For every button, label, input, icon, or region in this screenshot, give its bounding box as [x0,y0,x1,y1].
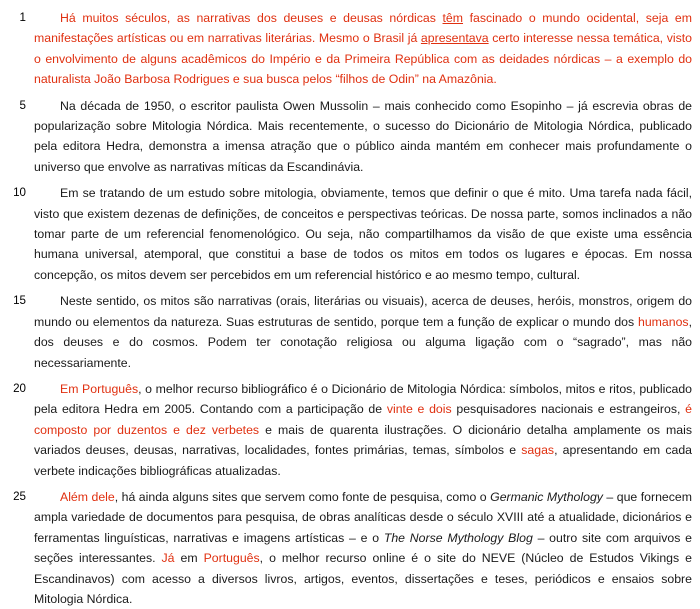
text-run-highlight: humanos [637,314,689,329]
text-run-highlight: Em Português [60,381,139,396]
text-run: , o melhor recurso online é o site do NEVE (Núcleo de Estudos Vikings e Escandinavos) com acesso a diversos livros, artigos, eventos, dissertações e teses, periódicos e ensaios sobre Mitologia Nórdica. [34,551,692,606]
line-number-20: 20 [13,381,26,395]
paragraph-3 [6,183,694,285]
text-run-highlight: sagas [521,443,555,458]
text-run: , apresentando em cada verbete indicações bibliográficas atualizadas. [34,443,693,478]
text-run: Neste sentido, os mitos são narrativas (orais, literárias ou visuais), acerca de deuses, heróis, monstros, origem do mundo ou elementos da natureza. Suas estruturas de sentido, porque tem a função de explicar o mundo dos [34,294,692,329]
text-run: fascinado o mundo ocidental, seja em manifestações artísticas ou em narrativas literárias. Mesmo o Brasil já [34,11,692,46]
text-run: certo interesse nessa temática, visto o envolvimento de alguns acadêmicos do Império e da Primeira República com as deidades nórdicas – a exemplo do naturalista João Barbosa Rodrigues e sua busca pelos “filhos de Odin” na Amazônia. [34,31,692,87]
line-number-1: 1 [19,11,26,24]
text-run-underlined: têm [442,11,464,25]
line-number-10: 10 [13,186,26,200]
text-run: Há muitos séculos, as narrativas dos deuses e deusas nórdicas [60,11,443,25]
text-run: em [174,551,204,566]
text-run-italic: Germanic Mythology [490,489,603,504]
text-run: Em se tratando de um estudo sobre mitologia, obviamente, temos que definir o que é mito. Uma tarefa nada fácil, visto que existem dezenas de definições, de conceitos e perspectivas teóricas. De nossa parte, somos inclinados a não tomar parte de um referencial fenomenológico. Ou seja, não compartilhamos da visão de que existe uma essência humana universal, atemporal, que constitui a base de todos os mitos em todos os lugares e épocas. Em nossa concepção, os mitos devem ser percebidos em um referencial histórico e ao mesmo tempo, cultural. [34,186,692,282]
paragraph-2 [6,96,694,178]
line-number-5: 5 [19,98,26,112]
paragraph-4 [6,291,694,373]
text-run: , há ainda alguns sites que servem como fonte de pesquisa, como o [114,489,491,504]
paragraph-6 [6,487,694,609]
text-run: e mais de quarenta ilustrações. O dicionário detalha amplamente os mais variados deuses, deusas, narrativas, localidades, fontes primárias, temas, símbolos e [34,422,692,458]
text-run-highlight: Já [161,551,175,566]
text-run: , dos deuses e do cosmos. Podem ter conotação religiosa ou alguma ligação com o “sagrado”, mas não necessariamente. [34,314,692,370]
text-run: pesquisadores nacionais e estrangeiros, [451,402,686,417]
text-run: – que fornecem ampla variedade de documentos para pesquisa, de obras analíticas desde o século XVIII até a atualidade, dicionários e ferramentas linguísticas, narrativas e imagens artísticas – e o [34,489,692,545]
text-run-highlight: vinte e dois [386,402,452,417]
text-run-italic: The Norse Mythology Blog [383,530,533,545]
text-run: , o melhor recurso bibliográfico é o Dicionário de Mitologia Nórdica: símbolos, mitos e ritos, publicado pela editora Hedra em 2005. Contando com a participação de [34,381,692,417]
text-run: – outro site com arquivos e seções interessantes. [34,530,692,566]
text-run: Na década de 1950, o escritor paulista Owen Mussolin – mais conhecido como Esopinho – já escrevia obras de popularização sobre Mitologia Nórdica. Mais recentemente, o sucesso do Dicionário de Mitologia Nórdica, publicado pela editora Hedra, demonstra a imensa atração que o público ainda mantém em conhecer mais profundamente o universo que envolve as narrativas míticas da Escandinávia. [34,98,692,174]
text-run-highlight: Português [203,551,260,566]
paragraph-1 [6,8,694,90]
line-number-15: 15 [13,294,26,308]
text-run-highlight: Além dele [60,489,115,504]
text-run-highlight: é composto por duzentos e dez verbetes [34,402,692,437]
text-run-underlined: apresentava [420,31,489,46]
paragraph-5 [6,379,694,481]
line-number-25: 25 [13,489,26,503]
